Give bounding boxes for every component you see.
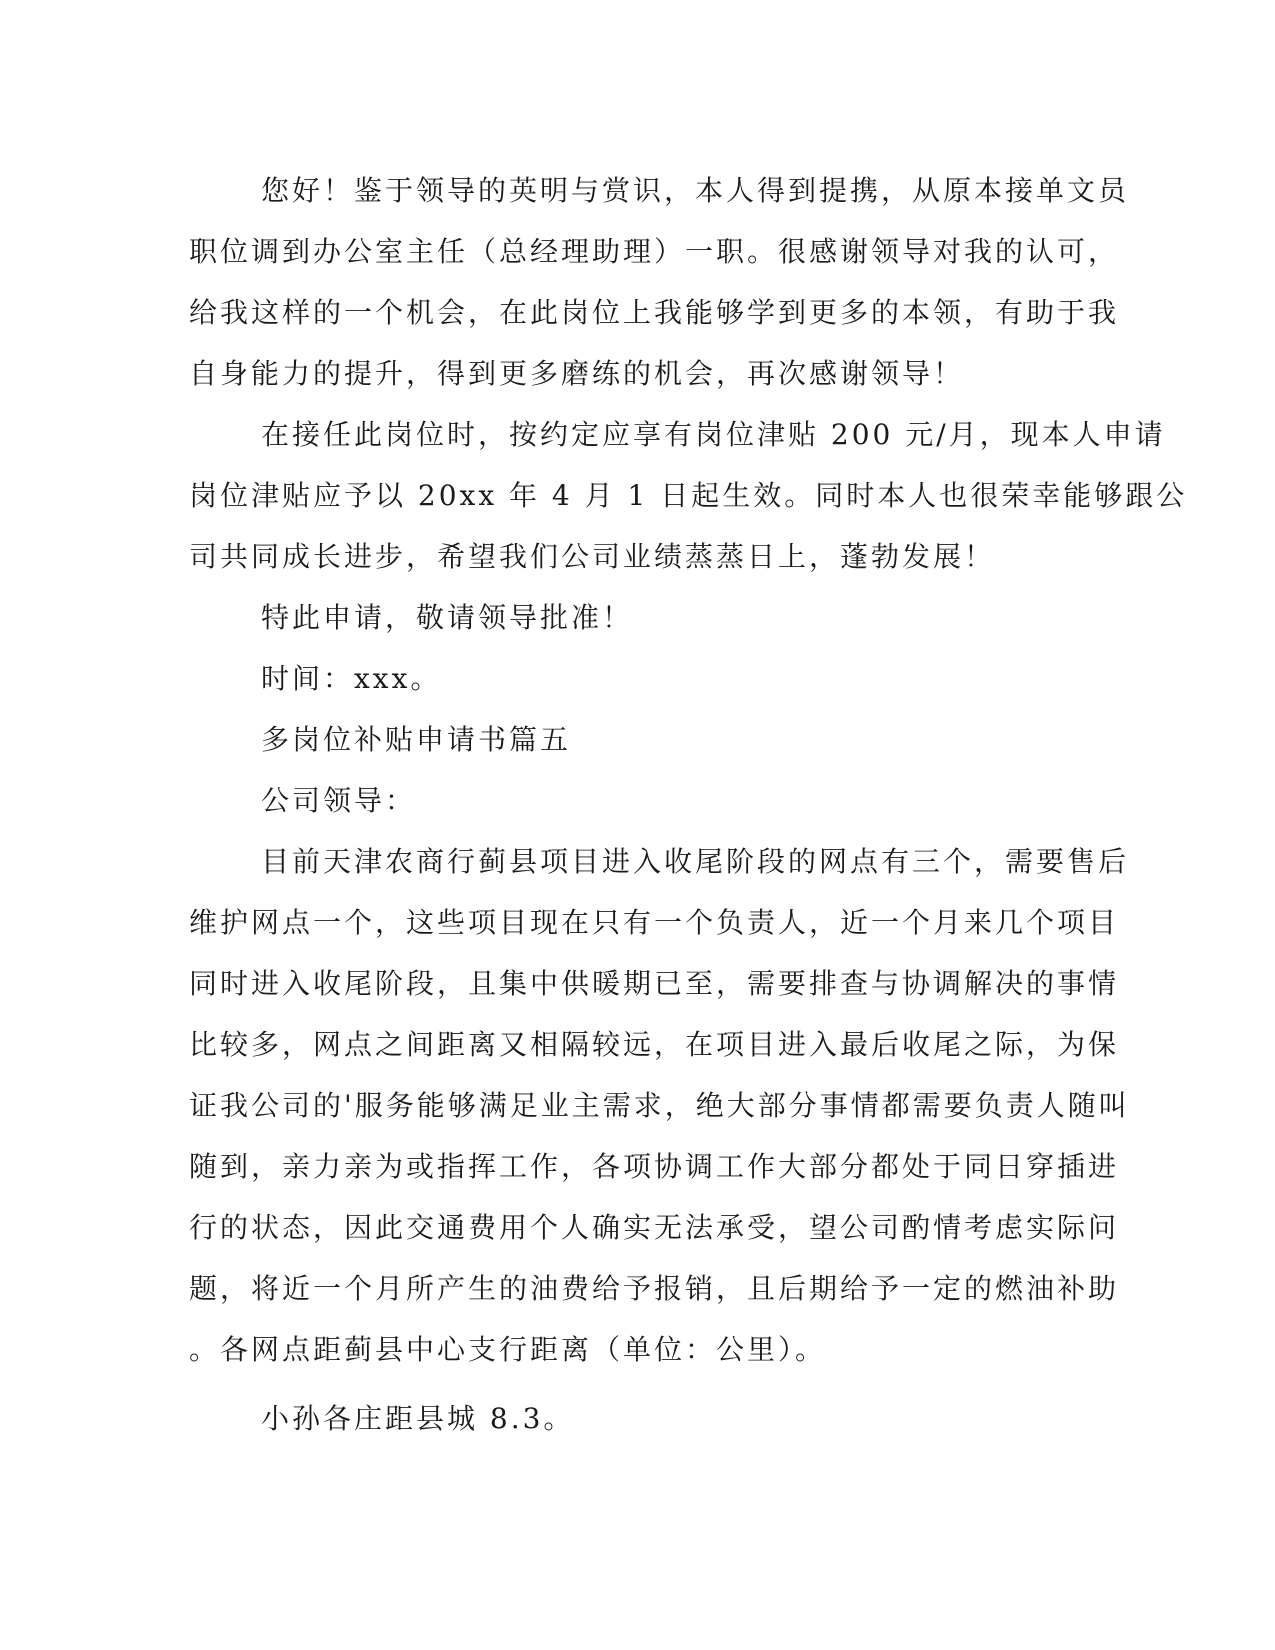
paragraph-line: 岗位津贴应予以 20xx 年 4 月 1 日起生效。同时本人也很荣幸能够跟公	[189, 479, 1188, 512]
paragraph-line: 。各网点距蓟县中心支行距离（单位：公里）。	[189, 1333, 827, 1366]
paragraph-line: 目前天津农商行蓟县项目进入收尾阶段的网点有三个，需要售后	[261, 845, 1130, 878]
document-body	[189, 160, 1188, 1449]
paragraph-greeting	[189, 160, 1130, 404]
request-line: 特此申请，敬请领导批准！	[261, 601, 634, 634]
paragraph-line: 比较多，网点之间距离又相隔较远，在项目进入最后收尾之际，为保	[189, 1028, 1120, 1061]
paragraph-line: 司共同成长进步，希望我们公司业绩蒸蒸日上，蓬勃发展！	[189, 540, 996, 573]
paragraph-line: 证我公司的'服务能够满足业主需求，绝大部分事情都需要负责人随叫	[189, 1089, 1130, 1122]
paragraph-line: 给我这样的一个机会，在此岗位上我能够学到更多的本领，有助于我	[189, 296, 1120, 329]
paragraph-line: 职位调到办公室主任（总经理助理）一职。很感谢领导对我的认可，	[189, 235, 1120, 268]
paragraph-fuel-request	[189, 831, 1130, 1380]
paragraph-line: 题，将近一个月所产生的油费给予报销，且后期给予一定的燃油补助	[189, 1272, 1120, 1305]
paragraph-allowance	[189, 404, 1188, 587]
time-line: 时间：xxx。	[261, 662, 442, 695]
paragraph-line: 维护网点一个，这些项目现在只有一个负责人，近一个月来几个项目	[189, 906, 1120, 939]
paragraph-line: 在接任此岗位时，按约定应享有岗位津贴 200 元/月，现本人申请	[261, 418, 1166, 451]
paragraph-line: 行的状态，因此交通费用个人确实无法承受，望公司酌情考虑实际问	[189, 1211, 1120, 1244]
paragraph-line: 随到，亲力亲为或指挥工作，各项协调工作大部分都处于同日穿插进	[189, 1150, 1120, 1183]
paragraph-line: 同时进入收尾阶段，且集中供暖期已至，需要排查与协调解决的事情	[189, 967, 1120, 1000]
paragraph-line: 您好！鉴于领导的英明与赏识，本人得到提携，从原本接单文员	[261, 174, 1130, 207]
salutation: 公司领导：	[261, 784, 417, 817]
paragraph-line: 自身能力的提升，得到更多磨练的机会，再次感谢领导！	[189, 357, 965, 390]
distance-line: 小孙各庄距县城 8.3。	[261, 1402, 575, 1435]
section-title: 多岗位补贴申请书篇五	[261, 723, 572, 756]
